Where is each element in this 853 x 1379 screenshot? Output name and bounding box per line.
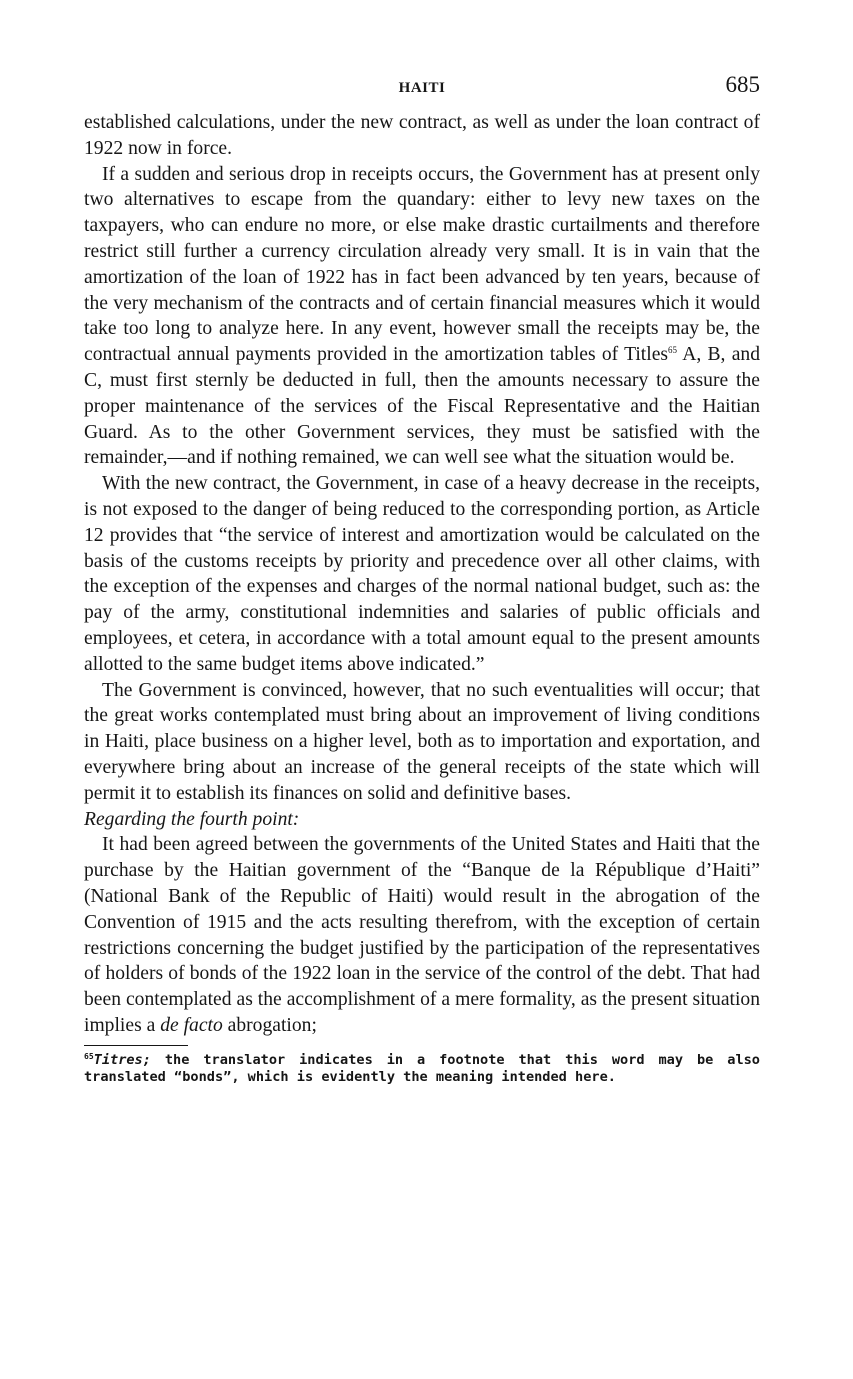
paragraph-text-part: abrogation; [222,1014,317,1036]
footnote-term: Titres; [93,1051,151,1068]
body-text [84,110,760,1039]
paragraph-receipts-drop [84,162,760,472]
italic-phrase: de facto [160,1014,223,1036]
paragraph-fourth-point [84,832,760,1038]
page-number: 685 [725,72,760,97]
paragraph-continued: established calculations, under the new contract, as well as under the loan contract of 1922 now in force. [84,112,760,159]
section-heading: Regarding the fourth point: [84,808,300,830]
footnote [84,1052,760,1086]
paragraph-text-part: It had been agreed between the governments of the United States and Haiti that the purchase by the Haitian government of the “Banque de la République d’Haiti” (National Bank of the Republic of Haiti) would result in the abrogation of the Convention of 1915 and the acts resulting therefrom, with the exception of certain restrictions concerning the budget justified by the participation of the representatives of holders of bonds of the 1922 loan in the service of the control of the debt. That had been contemplated as the accomplishment of a mere formality, as the present situation implies a [84,834,760,1036]
footnote-reference: 65 [668,345,678,356]
paragraph-text-part: If a sudden and serious drop in receipts occurs, the Government has at present only two alternatives to escape from the quandary: either to levy new taxes on the taxpayers, who can endure no more, or else make drastic curtailments and therefore restrict still further a currency circulation already very small. It is in vain that the amortization of the loan of 1922 has in fact been advanced by ten years, because of the very mechanism of the contracts and of certain financial measures which it would take too long to analyze here. In any event, however small the receipts may be, the contractual annual payments provided in the amortization tables of Titles [84,163,760,366]
paragraph-government-convinced: The Government is convinced, however, that no such eventualities will occur; that the great works contemplated must bring about an improvement of living conditions in Haiti, place business on a higher level, both as to importation and exportation, and everywhere bring about an increase of the general receipts of the state which will permit it to establish its finances on solid and definitive bases. [84,679,760,804]
paragraph-new-contract: With the new contract, the Government, in case of a heavy decrease in the receipts, is not exposed to the danger of being reduced to the corresponding portion, as Article 12 provides that “the service of interest and amortization would be calculated on the basis of the customs receipts by priority and precedence over all other claims, with the exception of the expenses and charges of the normal national budget, such as: the pay of the army, constitutional indemnities and salaries of public officials and employees, et cetera, in accordance with a total amount equal to the present amounts allotted to the same budget items above indicated.” [84,473,760,675]
document-page [84,70,760,1086]
paragraph-text-part: A, B, and C, must first sternly be deducted in full, then the amounts necessary to assure the proper maintenance of the services of the Fiscal Representative and the Haitian Guard. As to the other Government services, they must be satisfied with the remainder,—and if nothing remained, we can well see what the situation would be. [84,344,760,469]
running-head-title: HAITI [398,80,446,96]
footnote-marker: 65 [84,1051,94,1061]
footnote-text: the translator indicates in a footnote that this word may be also translated “bonds”, which is evidently the meaning intended here. [84,1051,760,1085]
footnote-divider [84,1045,188,1046]
running-header [84,70,760,110]
